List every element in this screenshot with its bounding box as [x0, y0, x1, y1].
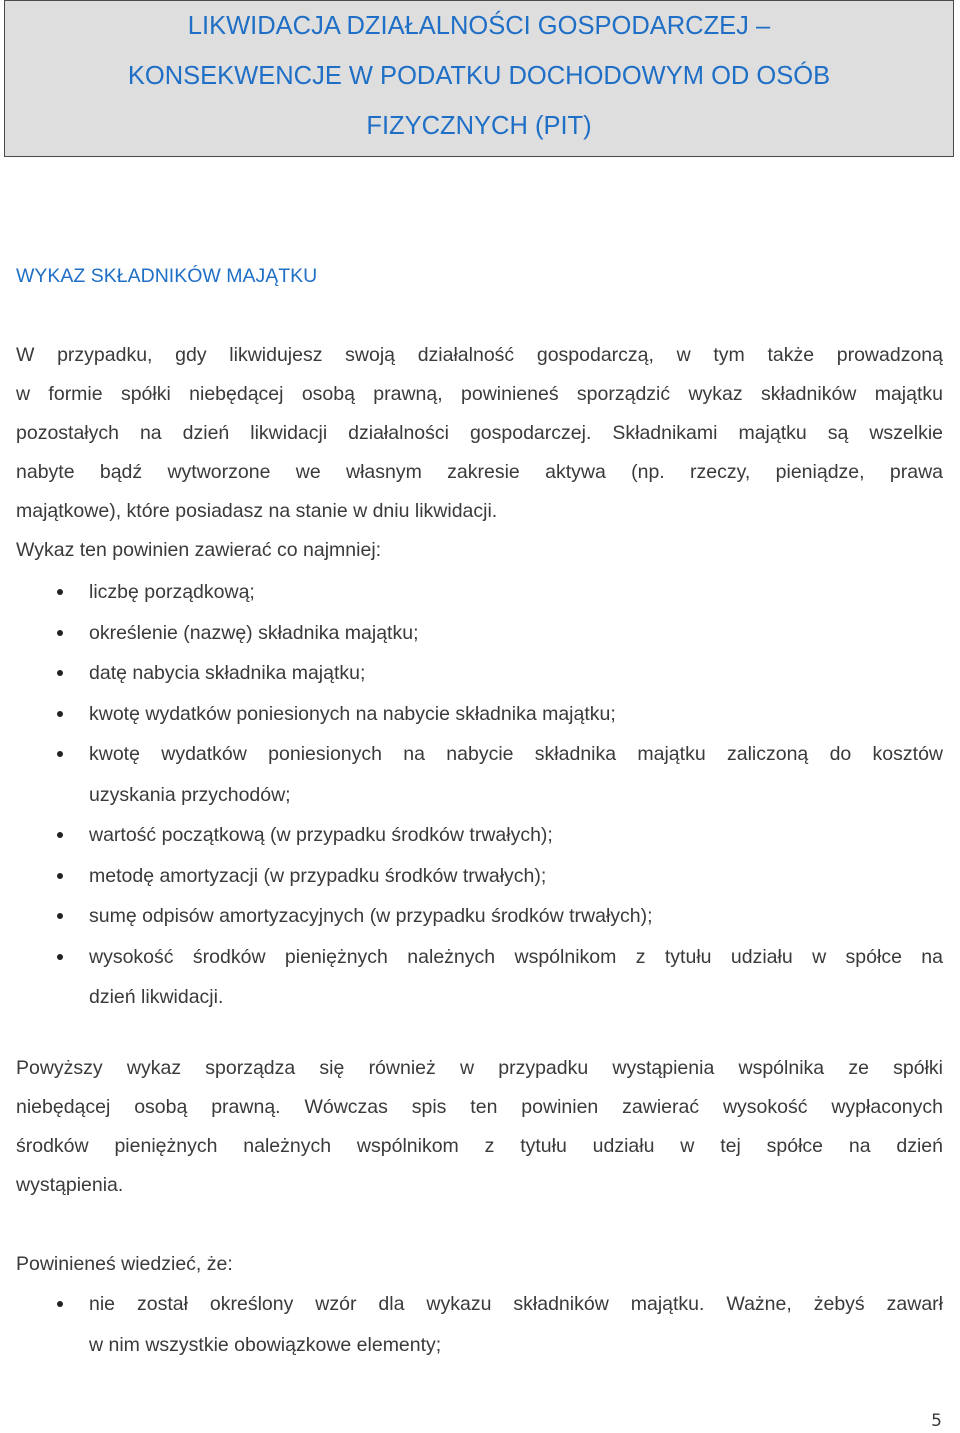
list-item: sumę odpisów amortyzacyjnych (w przypadku środków trwałych);: [16, 896, 943, 937]
paragraph-line: niebędącej osobą prawną. Wówczas spis ten powinien zawierać wysokość wypłaconych: [16, 1096, 943, 1118]
bullet-icon: [57, 954, 63, 960]
intro-line: w formie spółki niebędącej osobą prawną, powinieneś sporządzić wykaz składników majątku: [16, 383, 943, 405]
list-item: nie został określony wzór dla wykazu składników majątku. Ważne, żebyś zawarł w nim wszystkie obowiązkowe elementy;: [16, 1284, 943, 1365]
bullet-icon: [57, 589, 63, 595]
list-item: kwotę wydatków poniesionych na nabycie składnika majątku zaliczoną do kosztów uzyskania przychodów;: [16, 734, 943, 815]
title-line-2: KONSEKWENCJE W PODATKU DOCHODOWYM OD OSÓB: [127, 62, 831, 90]
bullet-icon: [57, 670, 63, 676]
list-item: datę nabycia składnika majątku;: [16, 653, 943, 694]
bullet-icon: [57, 832, 63, 838]
list-item: liczbę porządkową;: [16, 572, 943, 613]
list-item: kwotę wydatków poniesionych na nabycie składnika majątku;: [16, 694, 943, 735]
section-heading: WYKAZ SKŁADNIKÓW MAJĄTKU: [16, 265, 318, 287]
bullet-icon: [57, 873, 63, 879]
bullet-icon: [57, 1301, 63, 1307]
paragraph-line: środków pieniężnych należnych wspólnikom z tytułu udziału w tej spółce na dzień: [16, 1135, 943, 1157]
bullet-icon: [57, 711, 63, 717]
list-item: określenie (nazwę) składnika majątku;: [16, 613, 943, 654]
required-elements-list: [16, 572, 943, 1018]
document-title: [5, 1, 953, 151]
bullet-icon: [57, 751, 63, 757]
paragraph-2: [16, 1049, 943, 1205]
title-line-3: FIZYCZNYCH (PIT): [366, 112, 592, 140]
note-heading: Powinieneś wiedzieć, że:: [16, 1253, 233, 1275]
intro-line: nabyte bądź wytworzone we własnym zakresie aktywa (np. rzeczy, pieniądze, prawa: [16, 461, 943, 483]
title-box: [4, 0, 954, 157]
note-list: [16, 1284, 943, 1365]
paragraph-line: Powyższy wykaz sporządza się również w przypadku wystąpienia wspólnika ze spółki: [16, 1057, 943, 1079]
list-item: wartość początkową (w przypadku środków trwałych);: [16, 815, 943, 856]
title-line-1: LIKWIDACJA DZIAŁALNOŚCI GOSPODARCZEJ –: [187, 12, 771, 40]
bullet-icon: [57, 913, 63, 919]
page-number: 5: [931, 1411, 942, 1431]
intro-paragraph: [16, 336, 943, 570]
intro-line: majątkowe), które posiadasz na stanie w dniu likwidacji.: [16, 500, 498, 522]
paragraph-line: wystąpienia.: [16, 1174, 124, 1196]
intro-line: pozostałych na dzień likwidacji działalności gospodarczej. Składnikami majątku są wszelkie: [16, 422, 943, 444]
list-item: wysokość środków pieniężnych należnych wspólnikom z tytułu udziału w spółce na dzień likwidacji.: [16, 937, 943, 1018]
list-item: metodę amortyzacji (w przypadku środków trwałych);: [16, 856, 943, 897]
intro-line: Wykaz ten powinien zawierać co najmniej:: [16, 539, 382, 561]
intro-line: W przypadku, gdy likwidujesz swoją działalność gospodarczą, w tym także prowadzoną: [16, 344, 943, 366]
bullet-icon: [57, 630, 63, 636]
